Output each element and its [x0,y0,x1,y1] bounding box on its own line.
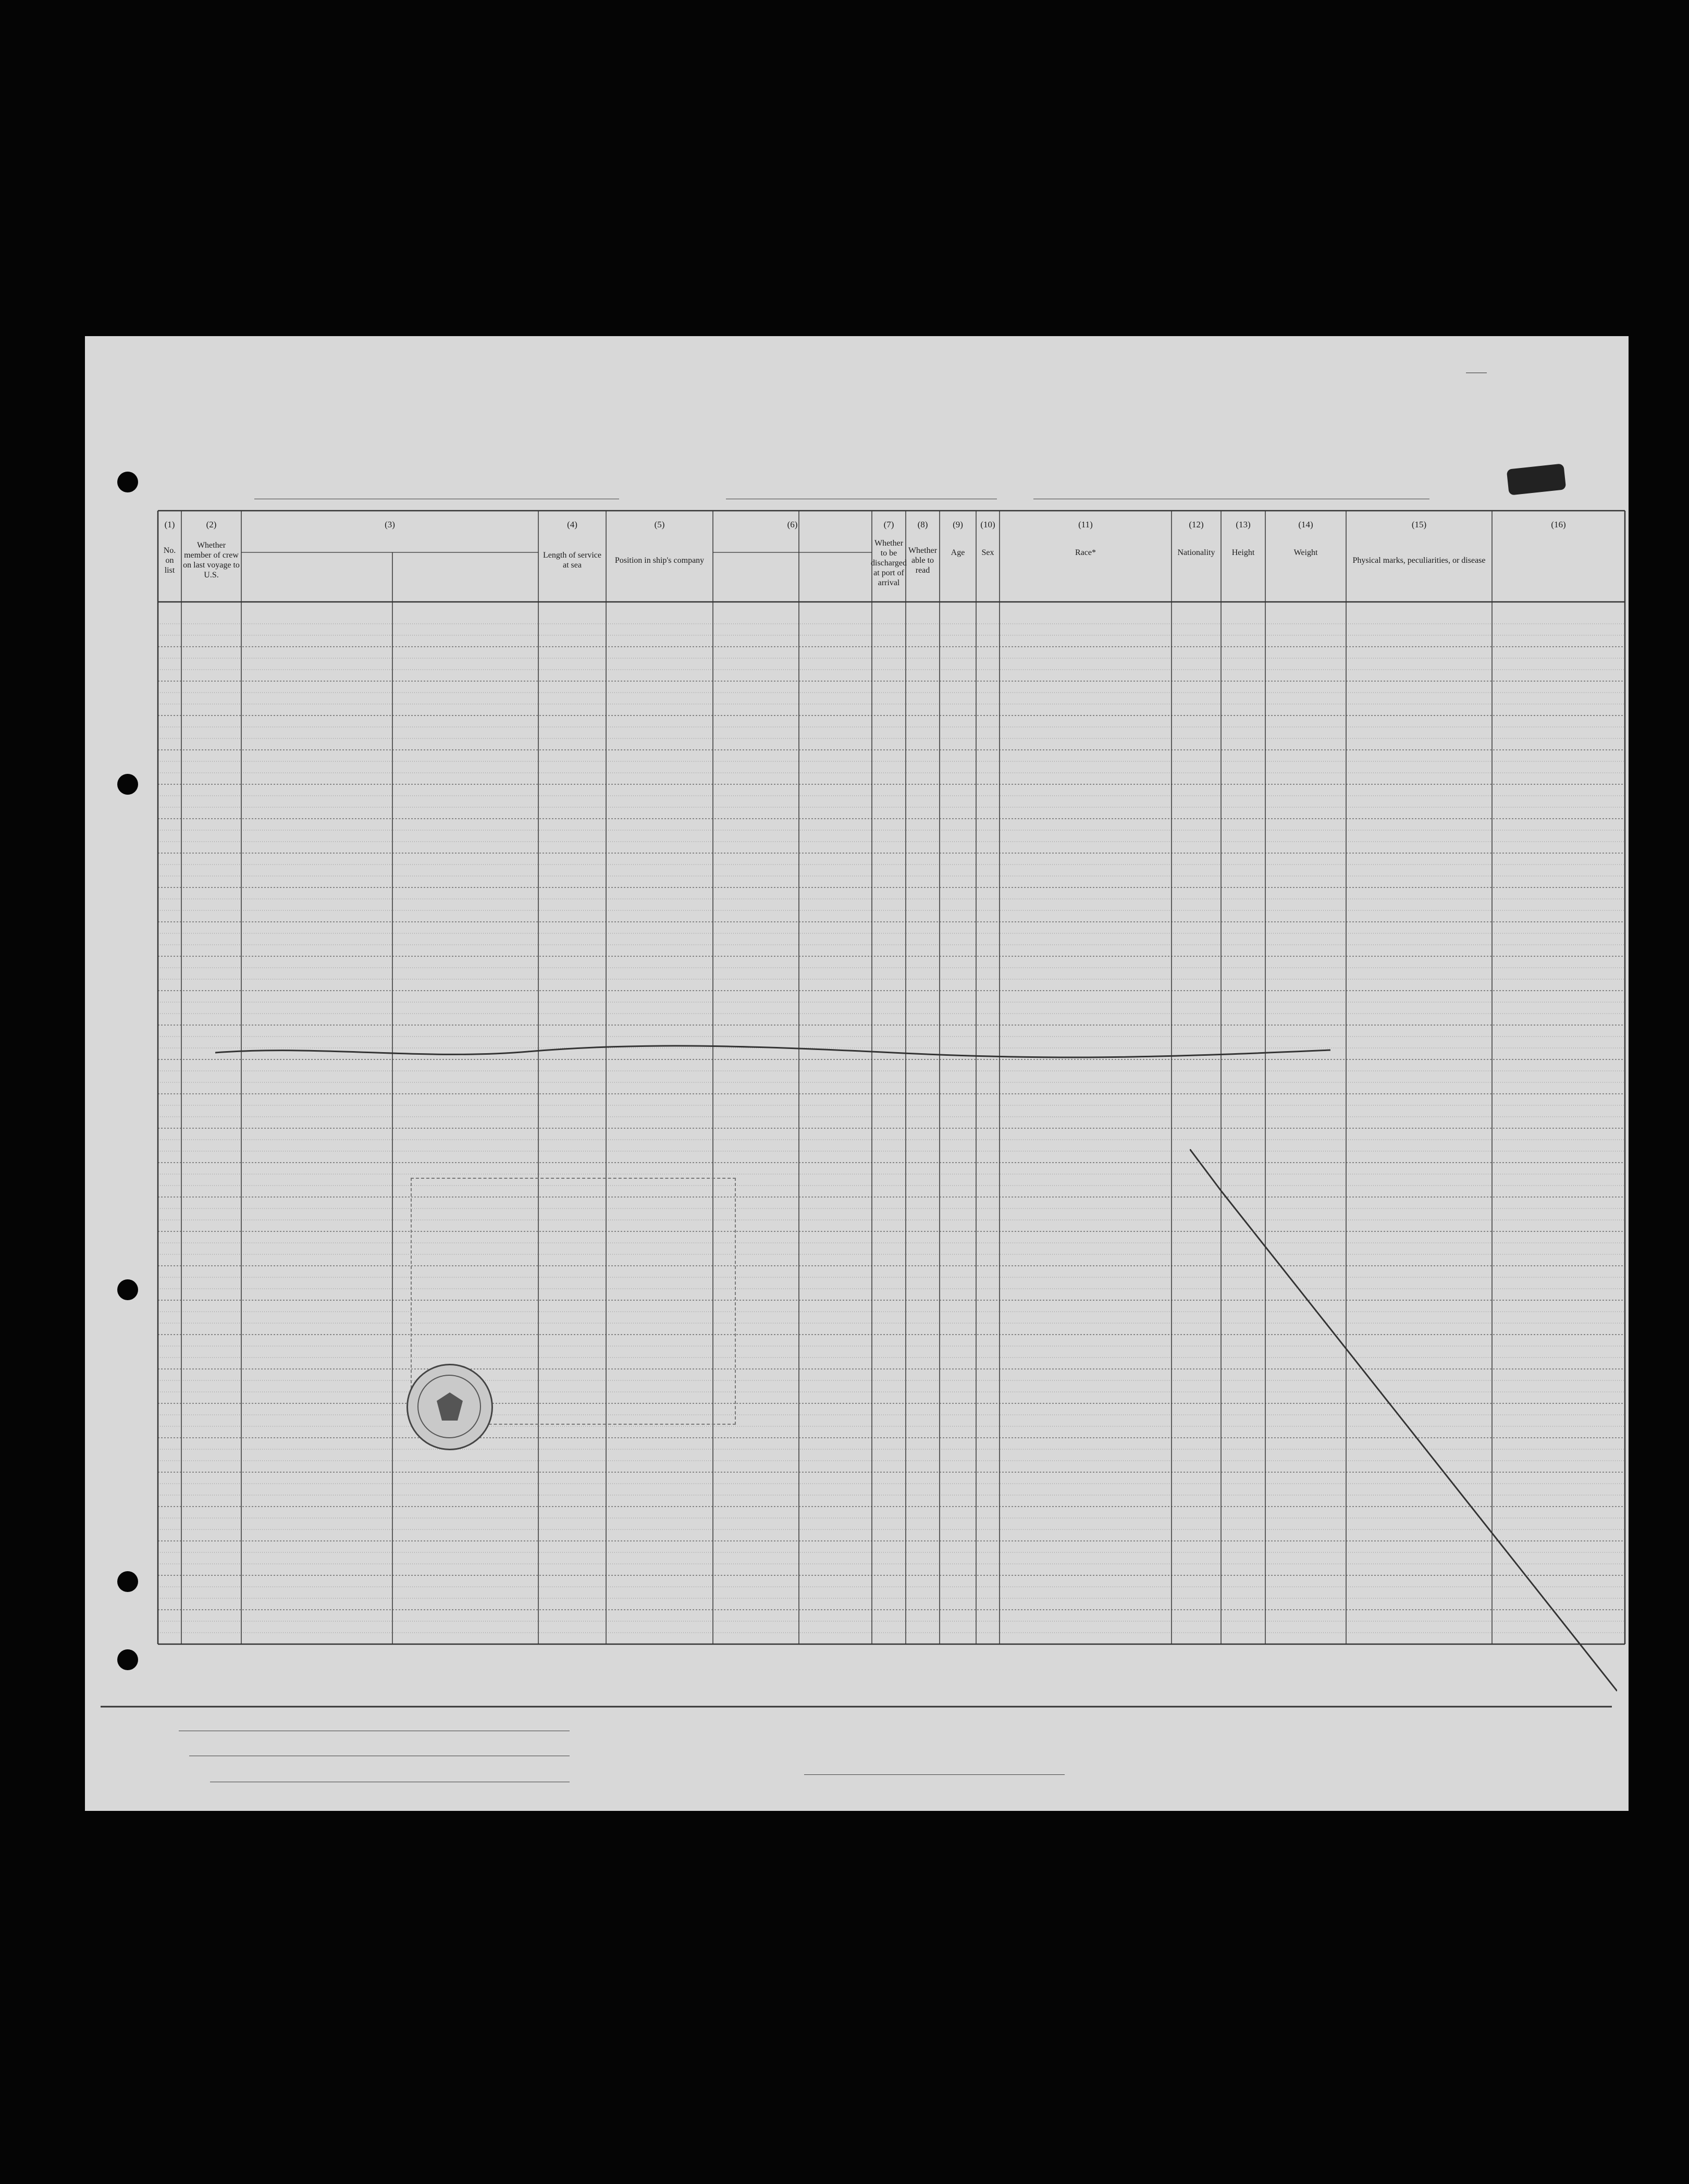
column-number: (9) [953,520,963,529]
column-header: Whether member of crew on last voyage to U.S. [183,541,240,579]
column-header: Position in ship's company [614,556,705,565]
column-number: (10) [980,520,995,529]
column-number: (15) [1411,520,1427,529]
column-number: (5) [654,520,665,529]
column-header: Whether to be discharged at port of arrival [871,538,907,587]
column-number: (3) [385,520,395,529]
column-header: Race* [1075,548,1096,557]
where-header [799,571,877,586]
column-header: Height [1231,548,1255,557]
column-header: Sex [981,548,994,557]
inspector-note [1492,561,1617,582]
remarks-header [1346,539,1482,550]
column-number: (1) [164,520,175,529]
column-number: (16) [1551,520,1566,529]
column-number: (7) [883,520,894,529]
column-number: (14) [1298,520,1313,529]
column-header: No. on list [163,546,176,575]
column-header: Weight [1293,548,1318,557]
inspector-header [1492,539,1617,560]
column-header: Whether able to read [908,546,938,575]
column-header: Age [951,548,965,557]
given-name-header [398,571,517,586]
when-header [713,571,791,586]
remarks-note [1347,550,1483,581]
column-number: (13) [1236,520,1251,529]
column-number: (6) [787,520,798,529]
column-header: Physical marks, peculiarities, or disease [1352,556,1486,565]
name-in-full-header [348,539,546,555]
column-header: Length of service at sea [543,551,601,570]
family-name-header [241,571,340,586]
column-number: (12) [1189,520,1204,529]
column-number: (8) [917,520,928,529]
manifest-sheet [85,336,1629,1811]
column-number: (2) [206,520,217,529]
consular-seal [406,1364,493,1450]
consular-stamp [411,1178,736,1425]
column-number: (11) [1078,520,1093,529]
diagonal-strike [1190,1149,1617,1696]
strike-wave [215,1042,1336,1063]
column-header: Nationality [1177,548,1215,557]
column-number: (4) [567,520,577,529]
shipped-engaged-header [713,542,885,558]
